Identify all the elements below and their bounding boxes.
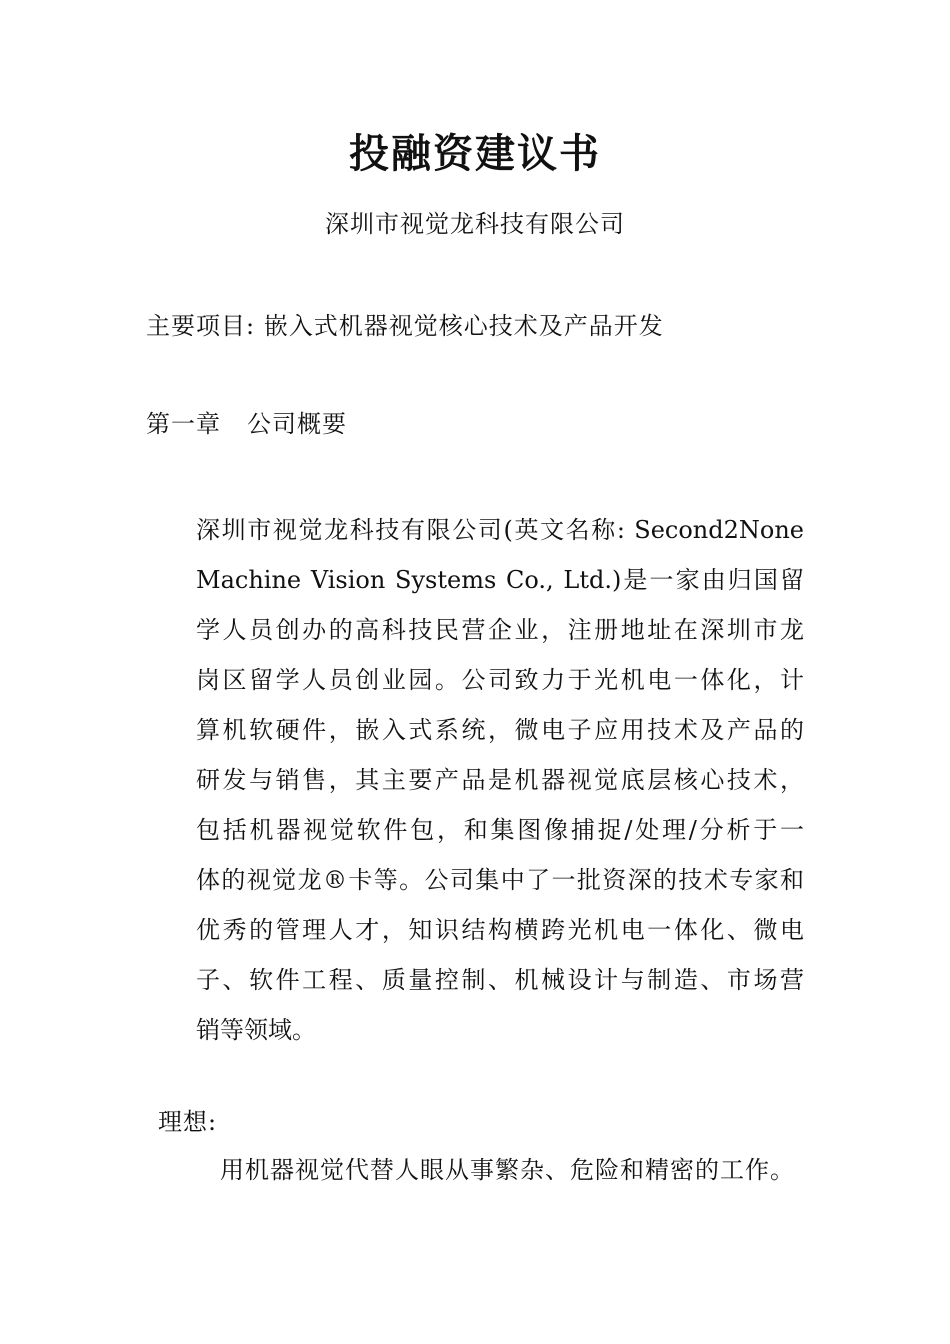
- overview-line: 体的视觉龙®卡等。公司集中了一批资深的技术专家和: [196, 866, 804, 894]
- overview-line: 销等领域。: [196, 1016, 316, 1044]
- overview-line: 研发与销售，其主要产品是机器视觉底层核心技术，: [196, 766, 804, 794]
- overview-line: 学人员创办的高科技民营企业，注册地址在深圳市龙: [196, 616, 804, 644]
- overview-line: 算机软硬件，嵌入式系统，微电子应用技术及产品的: [196, 716, 804, 744]
- document-title: 投融资建议书: [349, 130, 601, 177]
- ideal-label: 理想:: [158, 1108, 218, 1136]
- chapter-heading: [146, 408, 347, 440]
- company-name: 深圳市视觉龙科技有限公司: [325, 210, 625, 238]
- overview-line: 岗区留学人员创业园。公司致力于光机电一体化，计: [196, 666, 804, 694]
- chapter-title: 公司概要: [247, 410, 347, 438]
- company-overview-paragraph: [196, 505, 808, 1055]
- overview-line: 子、软件工程、质量控制、机械设计与制造、市场营: [196, 966, 804, 994]
- overview-line: 深圳市视觉龙科技有限公司(英文名称: Second2None: [196, 516, 804, 544]
- overview-line: 优秀的管理人才，知识结构横跨光机电一体化、微电: [196, 916, 804, 944]
- overview-line: 包括机器视觉软件包，和集图像捕捉/处理/分析于一: [196, 816, 804, 844]
- overview-line: Machine Vision Systems Co., Ltd.)是一家由归国留: [196, 566, 804, 594]
- main-project-line: 主要项目: 嵌入式机器视觉核心技术及产品开发: [146, 312, 664, 340]
- ideal-statement: 用机器视觉代替人眼从事繁杂、危险和精密的工作。: [220, 1156, 795, 1184]
- chapter-number: 第一章: [146, 410, 221, 438]
